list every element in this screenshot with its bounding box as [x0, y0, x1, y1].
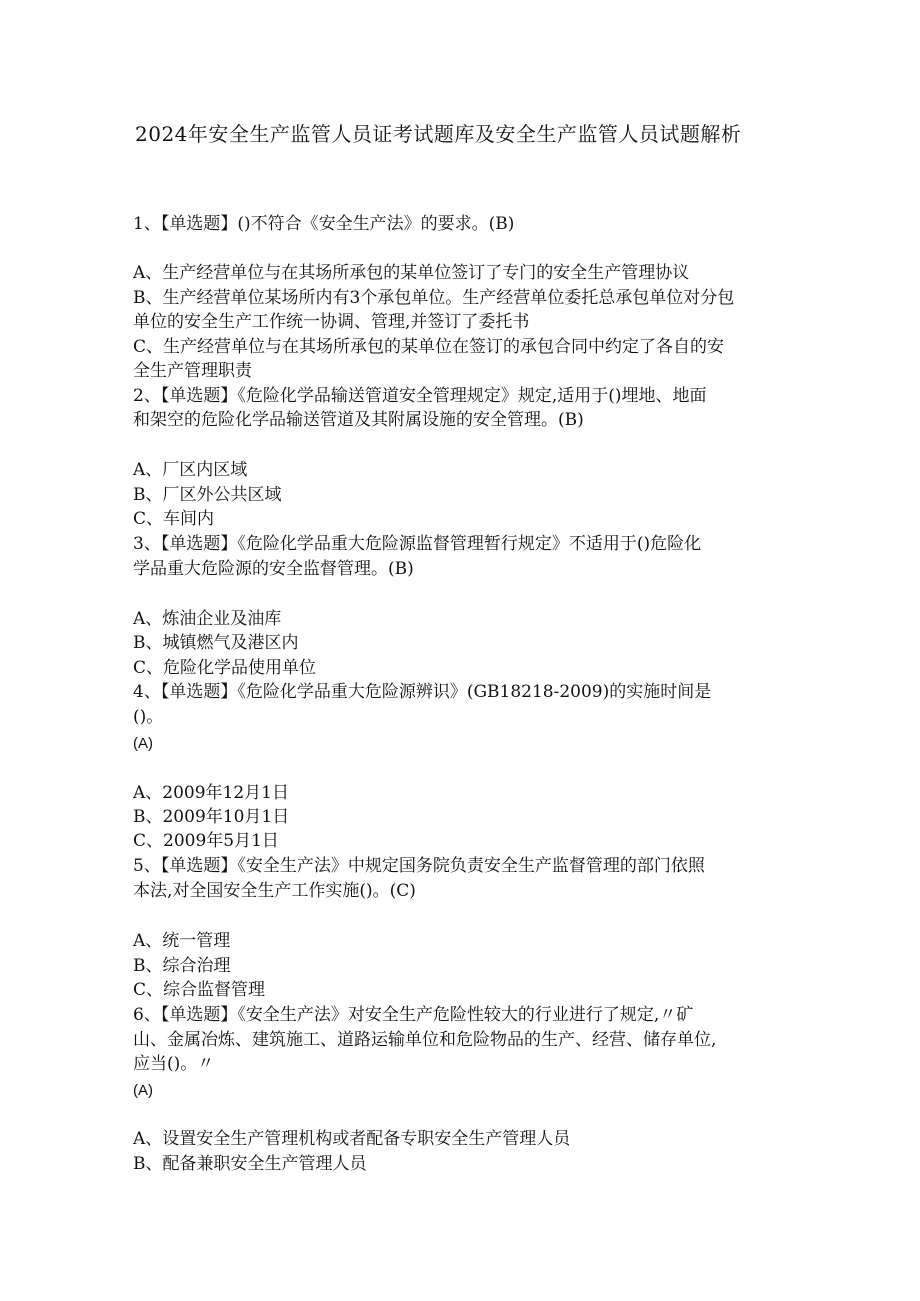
q3-stem: 3、【单选题】《危险化学品重大危险源监督管理暂行规定》不适用于()危险化 — [133, 534, 702, 554]
q4-option-b: B、2009年10月1日 — [133, 807, 290, 827]
q6-stem-cont: 山、金属冶炼、建筑施工、道路运输单位和危险物品的生产、经营、储存单位, — [133, 1030, 717, 1050]
q2-stem: 2、【单选题】《危险化学品输送管道安全管理规定》规定,适用于()埋地、地面 — [133, 386, 707, 406]
q1-stem: 1、【单选题】()不符合《安全生产法》的要求。(B) — [133, 214, 515, 234]
q3-option-a: A、炼油企业及油库 — [133, 609, 282, 629]
q5-option-c: C、综合监督管理 — [133, 980, 266, 1000]
q1-option-b-cont: 单位的安全生产工作统一协调、管理,并签订了委托书 — [133, 312, 530, 332]
q5-option-a: A、统一管理 — [133, 931, 231, 951]
q2-option-b: B、厂区外公共区域 — [133, 485, 282, 505]
q4-answer: (A) — [133, 735, 153, 752]
q3-option-b: B、城镇燃气及港区内 — [133, 633, 299, 653]
q1-option-a: A、生产经营单位与在其场所承包的某单位签订了专门的安全生产管理协议 — [133, 263, 690, 283]
q3-stem-cont: 学品重大危险源的安全监督管理。(B) — [133, 559, 414, 579]
q5-option-b: B、综合治理 — [133, 956, 231, 976]
q6-option-a: A、设置安全生产管理机构或者配备专职安全生产管理人员 — [133, 1129, 571, 1149]
q4-stem: 4、【单选题】《危险化学品重大危险源辨识》(GB18218-2009)的实施时间是 — [133, 682, 712, 702]
document-title: 2024年安全生产监管人员证考试题库及安全生产监管人员试题解析 — [135, 122, 742, 146]
q2-stem-cont: 和架空的危险化学品输送管道及其附属设施的安全管理。(B) — [133, 410, 584, 430]
q1-option-c-cont: 全生产管理职责 — [133, 361, 252, 381]
q4-stem-cont: ()。 — [133, 707, 164, 727]
q1-option-b: B、生产经营单位某场所内有3个承包单位。生产经营单位委托总承包单位对分包 — [133, 288, 735, 308]
q5-stem-cont: 本法,对全国安全生产工作实施()。(C) — [133, 881, 416, 901]
q2-option-c: C、车间内 — [133, 509, 215, 529]
q6-answer: (A) — [133, 1082, 153, 1099]
q4-option-a: A、2009年12月1日 — [133, 783, 289, 803]
q3-option-c: C、危险化学品使用单位 — [133, 658, 317, 678]
q1-option-c: C、生产经营单位与在其场所承包的某单位在签订的承包合同中约定了各自的安 — [133, 337, 725, 357]
q6-stem-cont-2: 应当()。〃 — [133, 1054, 215, 1074]
q6-option-b: B、配备兼职安全生产管理人员 — [133, 1154, 367, 1174]
q5-stem: 5、【单选题】《安全生产法》中规定国务院负责安全生产监督管理的部门依照 — [133, 856, 705, 876]
q4-option-c: C、2009年5月1日 — [133, 831, 279, 851]
q6-stem: 6、【单选题】《安全生产法》对安全生产危险性较大的行业进行了规定,〃矿 — [133, 1005, 694, 1025]
q2-option-a: A、厂区内区域 — [133, 460, 248, 480]
